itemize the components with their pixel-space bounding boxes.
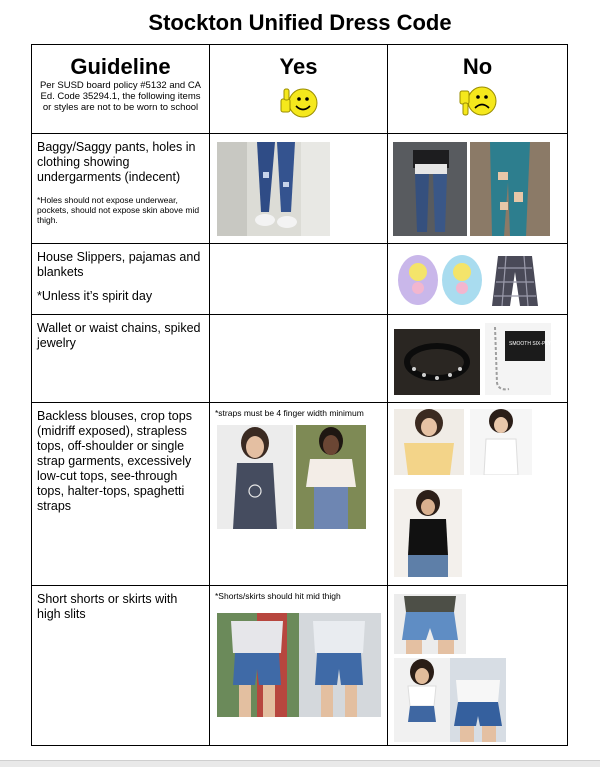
header-guideline bbox=[32, 45, 210, 134]
thumbs-up-smiley-icon bbox=[279, 85, 319, 119]
wallet-label: SMOOTH SIX-PLY bbox=[509, 341, 551, 347]
guideline-note: *Unless it’s spirit day bbox=[37, 289, 153, 303]
short-shorts-photo bbox=[394, 594, 466, 654]
guideline-row-3 bbox=[32, 315, 210, 403]
yes-note: *straps must be 4 finger width minimum bbox=[215, 408, 364, 418]
page-title: Stockton Unified Dress Code bbox=[148, 10, 452, 35]
guideline-note: *Holes should not expose underwear, pockets, should not expose skin above mid thigh. bbox=[37, 195, 200, 225]
wallet-chain-photo bbox=[485, 323, 551, 395]
mid-thigh-shorts-photo bbox=[217, 613, 381, 717]
no-cell-row-5 bbox=[388, 586, 568, 746]
pajama-pants-photo bbox=[490, 254, 540, 308]
guideline-text: House Slippers, pajamas and blankets bbox=[37, 250, 201, 279]
guideline-text: Baggy/Saggy pants, holes in clothing showing undergarments (indecent) bbox=[37, 140, 196, 184]
saggy-pants-photo bbox=[393, 142, 467, 236]
slippers-photo bbox=[396, 252, 484, 308]
guideline-text: Wallet or waist chains, spiked jewelry bbox=[37, 321, 201, 350]
halter-top-photo bbox=[394, 489, 462, 577]
no-cell-row-4 bbox=[388, 403, 568, 586]
guideline-row-2 bbox=[32, 244, 210, 315]
yes-cell-row-5 bbox=[210, 586, 388, 746]
header-no bbox=[388, 45, 568, 134]
tank-top-photo bbox=[217, 425, 293, 529]
no-cell-row-3 bbox=[388, 315, 568, 403]
guideline-text: Short shorts or skirts with high slits bbox=[37, 592, 178, 621]
strappy-top-photo bbox=[470, 409, 532, 475]
yes-note: *Shorts/skirts should hit mid thigh bbox=[215, 591, 341, 601]
no-cell-row-2 bbox=[388, 244, 568, 315]
guideline-row-1 bbox=[32, 134, 210, 244]
no-cell-row-1 bbox=[388, 134, 568, 244]
spiked-choker-photo bbox=[394, 329, 480, 395]
yes-cell-row-2 bbox=[210, 244, 388, 315]
tshirt-photo bbox=[296, 425, 366, 529]
thumbs-down-frown-icon bbox=[458, 85, 498, 121]
header-yes bbox=[210, 45, 388, 134]
guideline-subtext: Per SUSD board policy #5132 and CA Ed. Code 35294.1, the following items or styles are not to be worn to school bbox=[39, 80, 202, 113]
jeans-photo bbox=[217, 142, 330, 236]
high-waist-shorts-photo bbox=[394, 658, 506, 742]
off-shoulder-top-photo bbox=[394, 409, 464, 475]
yes-cell-row-1 bbox=[210, 134, 388, 244]
yes-cell-row-3 bbox=[210, 315, 388, 403]
ripped-jeans-photo bbox=[470, 142, 550, 236]
guideline-row-5 bbox=[32, 586, 210, 746]
guideline-heading: Guideline bbox=[70, 54, 171, 79]
yes-cell-row-4 bbox=[210, 403, 388, 586]
guideline-row-4 bbox=[32, 403, 210, 586]
dress-code-table bbox=[31, 44, 568, 746]
yes-heading: Yes bbox=[279, 54, 318, 79]
no-heading: No bbox=[462, 54, 493, 79]
guideline-text: Backless blouses, crop tops (midriff exposed), strapless tops, off-shoulder or single strap garments, excessively low-cut tops, see-through tops, halter-tops, spaghetti straps bbox=[37, 409, 192, 513]
